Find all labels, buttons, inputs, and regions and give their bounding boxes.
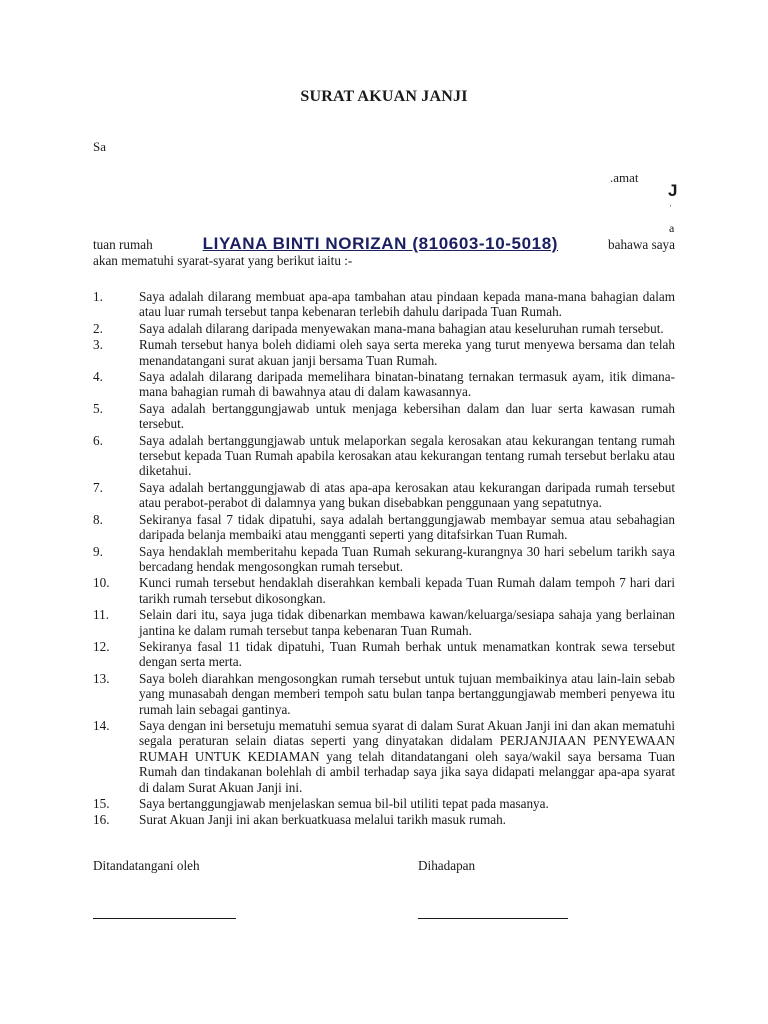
clause-text: Saya boleh diarahkan mengosongkan rumah tersebut untuk tujuan membaikinya atau lain-lain sebab yang munasabah dengan memberi tempoh satu bulan tanpa bertanggungjawab memberi penyewa itu rumah lain sebagai gantinya. bbox=[139, 670, 675, 717]
clause-item bbox=[93, 401, 675, 432]
clause-text: Saya hendaklah memberitahu kepada Tuan Rumah sekurang-kurangnya 30 hari sebelum tarikh saya bercadang hendak mengosongkan rumah tersebut. bbox=[139, 543, 675, 574]
clause-number: 2. bbox=[93, 320, 103, 336]
document-title: SURAT AKUAN JANJI bbox=[300, 88, 468, 105]
clause-text: Saya adalah bertanggungjawab di atas apa-apa kerosakan atau kekurangan daripada rumah tersebut atau perabot-perabot di dalamnya yang bukan disebabkan penggunaan yang sepatutnya. bbox=[139, 479, 675, 511]
witness-label: Dihadapan bbox=[418, 858, 476, 873]
clause-item bbox=[93, 575, 675, 606]
clause-item bbox=[93, 718, 675, 795]
clipped-address-fragment: .amat bbox=[610, 170, 639, 185]
clipped-mark-fragment: ' bbox=[670, 204, 672, 212]
clause-text: Saya bertanggungjawab menjelaskan semua bil-bil utiliti tepat pada masanya. bbox=[139, 796, 549, 811]
signer-signature-line bbox=[93, 918, 236, 919]
clause-number: 3. bbox=[93, 337, 103, 353]
clause-number: 14. bbox=[93, 717, 110, 733]
clipped-text-fragment: Sa bbox=[93, 139, 106, 154]
clause-item bbox=[93, 512, 675, 543]
clause-item bbox=[93, 480, 675, 511]
clause-item bbox=[93, 639, 675, 670]
clause-item bbox=[93, 369, 675, 400]
clause-item bbox=[93, 812, 675, 827]
tenant-name: LIYANA BINTI NORIZAN (810603-10-5018) bbox=[202, 234, 559, 253]
clause-number: 6. bbox=[93, 432, 103, 448]
clause-number: 10. bbox=[93, 575, 110, 591]
clause-text: Saya dengan ini bersetuju mematuhi semua syarat di dalam Surat Akuan Janji ini dan akan mematuhi segala peraturan selain diatas seperti yang dinyatakan didalam PERJANJIAAN PENYEWAAN RUMAH UNTUK KEDIAMAN yang telah ditandatangani oleh saya/wakil saya bersama Tuan Rumah dan tindakanan bolehlah di ambil terhadap saya jika saya didapati melanggar apa-apa syarat di dalam Surat Akuan Janji ini. bbox=[139, 717, 675, 795]
witness-signature-line bbox=[418, 918, 568, 919]
clause-item bbox=[93, 671, 675, 717]
clause-text: Saya adalah dilarang membuat apa-apa tambahan atau pindaan kepada mana-mana bahagian dalam atau luar rumah tersebut tanpa kebenaran terlebih dahulu daripada Tuan Rumah. bbox=[139, 289, 675, 320]
clause-text: Saya adalah dilarang daripada memelihara binatan-binatang ternakan termasuk ayam, itik dimana-mana bahagian rumah di bawahnya atau di dalam kawasannya. bbox=[139, 369, 675, 400]
intro-line-1 bbox=[93, 236, 675, 253]
intro-paragraph bbox=[93, 236, 675, 269]
clause-number: 11. bbox=[93, 607, 109, 623]
clause-item bbox=[93, 289, 675, 320]
clause-item bbox=[93, 321, 675, 336]
intro-suffix: bahawa saya bbox=[608, 237, 675, 252]
clause-number: 5. bbox=[93, 400, 103, 416]
clause-text: Sekiranya fasal 7 tidak dipatuhi, saya adalah bertanggungjawab membayar semua atau sebahagian daripada belanja membaiki atau mengganti seperti yang ditafsirkan Tuan Rumah. bbox=[139, 511, 675, 543]
clause-item bbox=[93, 544, 675, 575]
clause-number: 8. bbox=[93, 511, 103, 527]
clause-item bbox=[93, 337, 675, 368]
clause-text: Selain dari itu, saya juga tidak dibenarkan membawa kawan/keluarga/sesiapa sahaja yang berlainan jantina ke dalam rumah tersebut tanpa kebenaran Tuan Rumah. bbox=[139, 607, 675, 638]
clause-list bbox=[93, 289, 675, 829]
signed-by-label: Ditandatangani oleh bbox=[93, 858, 200, 873]
clause-number: 16. bbox=[93, 812, 110, 828]
clause-item bbox=[93, 433, 675, 479]
clause-number: 9. bbox=[93, 543, 103, 559]
clause-number: 13. bbox=[93, 670, 110, 686]
clause-number: 1. bbox=[93, 289, 103, 304]
clause-text: Kunci rumah tersebut hendaklah diserahkan kembali kepada Tuan Rumah dalam tempoh 7 hari dari tarikh rumah tersebut dikosongkan. bbox=[139, 575, 675, 606]
clause-text: Surat Akuan Janji ini akan berkuatkuasa melalui tarikh masuk rumah. bbox=[139, 812, 506, 828]
clause-text: Saya adalah bertanggungjawab untuk melaporkan segala kerosakan atau kekurangan tentang rumah tersebut kepada Tuan Rumah apabila kerosakan atau kekurangan tentang rumah tersebut berlaku atau diketahui. bbox=[139, 432, 675, 479]
clause-item bbox=[93, 607, 675, 638]
clause-text: Sekiranya fasal 11 tidak dipatuhi, Tuan Rumah berhak untuk menamatkan kontrak sewa tersebut dengan serta merta. bbox=[139, 638, 675, 670]
clause-number: 15. bbox=[93, 796, 110, 811]
clipped-letter-fragment: a bbox=[669, 221, 675, 235]
clause-item bbox=[93, 796, 675, 811]
intro-line-2: akan mematuhi syarat-syarat yang berikut iaitu :- bbox=[93, 253, 353, 268]
clause-text: Saya adalah dilarang daripada menyewakan mana-mana bahagian atau keseluruhan rumah tersebut. bbox=[139, 320, 664, 336]
clause-text: Rumah tersebut hanya boleh didiami oleh saya serta mereka yang turut menyewa bersama dan telah menandatangani surat akuan janji bersama Tuan Rumah. bbox=[139, 337, 675, 368]
clause-number: 7. bbox=[93, 479, 103, 495]
clause-number: 4. bbox=[93, 369, 103, 385]
clause-number: 12. bbox=[93, 638, 110, 654]
clause-text: Saya adalah bertanggungjawab untuk menjaga kebersihan dalam dan luar serta kawasan rumah tersebut. bbox=[139, 400, 675, 432]
intro-prefix: tuan rumah bbox=[93, 237, 153, 252]
clipped-bold-fragment: J bbox=[668, 181, 678, 200]
